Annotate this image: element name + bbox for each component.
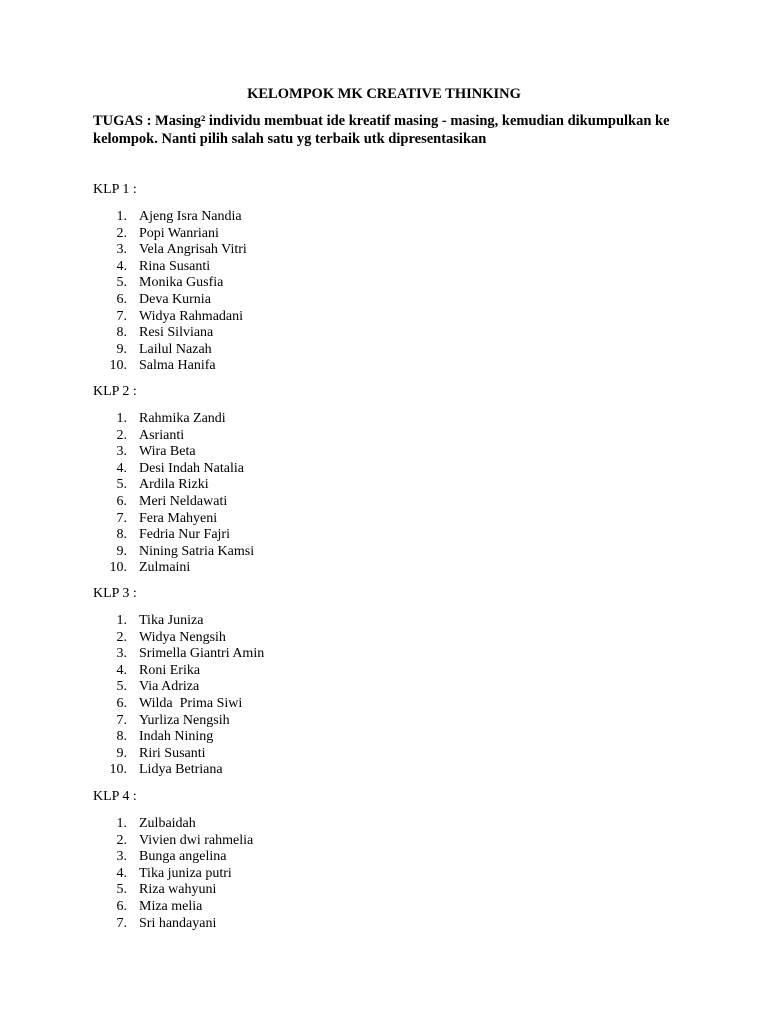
list-item (93, 713, 493, 730)
list-item (93, 696, 493, 713)
list-item (93, 613, 493, 630)
list-number: 3. (116, 242, 127, 258)
list-number: 7. (116, 510, 127, 526)
list-item (93, 916, 493, 933)
list-number: 9. (116, 341, 127, 357)
list-number: 3. (116, 646, 127, 662)
list-item (93, 746, 493, 763)
member-name: Roni Erika (139, 662, 201, 678)
member-name: Yurliza Nengsih (139, 712, 230, 728)
list-item (93, 309, 493, 326)
list-number: 5. (116, 679, 127, 695)
member-name: Rahmika Zandi (139, 411, 226, 427)
list-item (93, 358, 493, 375)
group-3 (93, 586, 493, 779)
group-2 (93, 384, 493, 577)
member-name: Nining Satria Kamsi (139, 543, 255, 559)
task-instructions: TUGAS : Masing² individu membuat ide kreatif masing - masing, kemudian dikumpulkan ke kelompok. Nanti pilih salah satu yg terbaik utk dipresentasikan (93, 113, 670, 147)
list-item (93, 226, 493, 243)
list-item (93, 209, 493, 226)
member-name: Tika Juniza (139, 613, 204, 629)
list-number: 1. (116, 613, 127, 629)
list-number: 1. (116, 209, 127, 225)
member-name: Widya Nengsih (139, 629, 226, 645)
list-item (93, 679, 493, 696)
list-number: 9. (116, 543, 127, 559)
list-item (93, 325, 493, 342)
document-title: KELOMPOK MK CREATIVE THINKING (247, 86, 521, 102)
list-number: 6. (116, 696, 127, 712)
list-item (93, 444, 493, 461)
list-item (93, 527, 493, 544)
member-name: Riza wahyuni (139, 882, 217, 898)
list-number: 7. (116, 915, 127, 931)
list-item (93, 259, 493, 276)
member-name: Ajeng Isra Nandia (139, 209, 242, 225)
list-number: 9. (116, 745, 127, 761)
list-number: 4. (116, 662, 127, 678)
list-number: 8. (116, 527, 127, 543)
list-number: 3. (116, 444, 127, 460)
member-name: Lailul Nazah (139, 341, 212, 357)
list-item (93, 833, 493, 850)
member-name: Lidya Betriana (139, 762, 223, 778)
list-number: 4. (116, 460, 127, 476)
list-number: 5. (116, 882, 127, 898)
member-name: Via Adriza (139, 679, 200, 695)
member-name: Widya Rahmadani (139, 308, 244, 324)
list-number: 8. (116, 729, 127, 745)
list-number: 10. (109, 560, 127, 576)
list-number: 6. (116, 292, 127, 308)
list-number: 1. (116, 411, 127, 427)
group-1 (93, 182, 493, 375)
member-name: Wilda Prima Siwi (139, 696, 243, 712)
member-name: Asrianti (139, 427, 185, 443)
list-number: 4. (116, 865, 127, 881)
list-number: 5. (116, 477, 127, 493)
list-item (93, 342, 493, 359)
list-item (93, 762, 493, 779)
member-name: Desi Indah Natalia (139, 460, 244, 476)
member-name: Zulbaidah (139, 816, 196, 832)
list-item (93, 882, 493, 899)
list-number: 2. (116, 225, 127, 241)
group-heading: KLP 1 : (93, 182, 137, 197)
list-item (93, 275, 493, 292)
member-name: Meri Neldawati (139, 494, 228, 510)
list-number: 2. (116, 629, 127, 645)
list-item (93, 646, 493, 663)
list-number: 4. (116, 258, 127, 274)
list-item (93, 428, 493, 445)
list-item (93, 866, 493, 883)
list-item (93, 630, 493, 647)
list-item (93, 816, 493, 833)
list-item (93, 461, 493, 478)
list-number: 6. (116, 899, 127, 915)
group-4 (93, 789, 493, 932)
list-item (93, 511, 493, 528)
member-name: Wira Beta (139, 444, 196, 460)
list-item (93, 544, 493, 561)
list-item (93, 477, 493, 494)
member-name: Riri Susanti (139, 745, 206, 761)
member-name: Bunga angelina (139, 849, 227, 865)
list-number: 7. (116, 308, 127, 324)
list-number: 7. (116, 712, 127, 728)
member-name: Zulmaini (139, 560, 191, 576)
member-name: Monika Gusfia (139, 275, 224, 291)
member-name: Srimella Giantri Amin (139, 646, 265, 662)
list-number: 8. (116, 325, 127, 341)
list-number: 1. (116, 816, 127, 832)
list-number: 6. (116, 494, 127, 510)
list-number: 2. (116, 832, 127, 848)
list-item (93, 494, 493, 511)
member-name: Vivien dwi rahmelia (139, 832, 254, 848)
list-item (93, 899, 493, 916)
list-item (93, 411, 493, 428)
member-name: Fera Mahyeni (139, 510, 218, 526)
list-number: 5. (116, 275, 127, 291)
list-number: 3. (116, 849, 127, 865)
member-name: Tika juniza putri (139, 865, 232, 881)
group-heading: KLP 3 : (93, 586, 137, 601)
list-item (93, 242, 493, 259)
member-name: Popi Wanriani (139, 225, 219, 241)
group-heading: KLP 2 : (93, 384, 137, 399)
member-name: Salma Hanifa (139, 358, 216, 374)
list-item (93, 663, 493, 680)
list-item (93, 849, 493, 866)
member-name: Rina Susanti (139, 258, 211, 274)
member-name: Resi Silviana (139, 325, 214, 341)
member-name: Indah Nining (139, 729, 214, 745)
list-item (93, 560, 493, 577)
member-name: Ardila Rizki (139, 477, 209, 493)
list-number: 10. (109, 358, 127, 374)
group-heading: KLP 4 : (93, 789, 137, 804)
member-name: Deva Kurnia (139, 292, 211, 308)
member-name: Vela Angrisah Vitri (139, 242, 247, 258)
list-number: 10. (109, 762, 127, 778)
list-item (93, 729, 493, 746)
member-name: Sri handayani (139, 915, 217, 931)
list-number: 2. (116, 427, 127, 443)
member-name: Miza melia (139, 899, 203, 915)
list-item (93, 292, 493, 309)
member-name: Fedria Nur Fajri (139, 527, 230, 543)
